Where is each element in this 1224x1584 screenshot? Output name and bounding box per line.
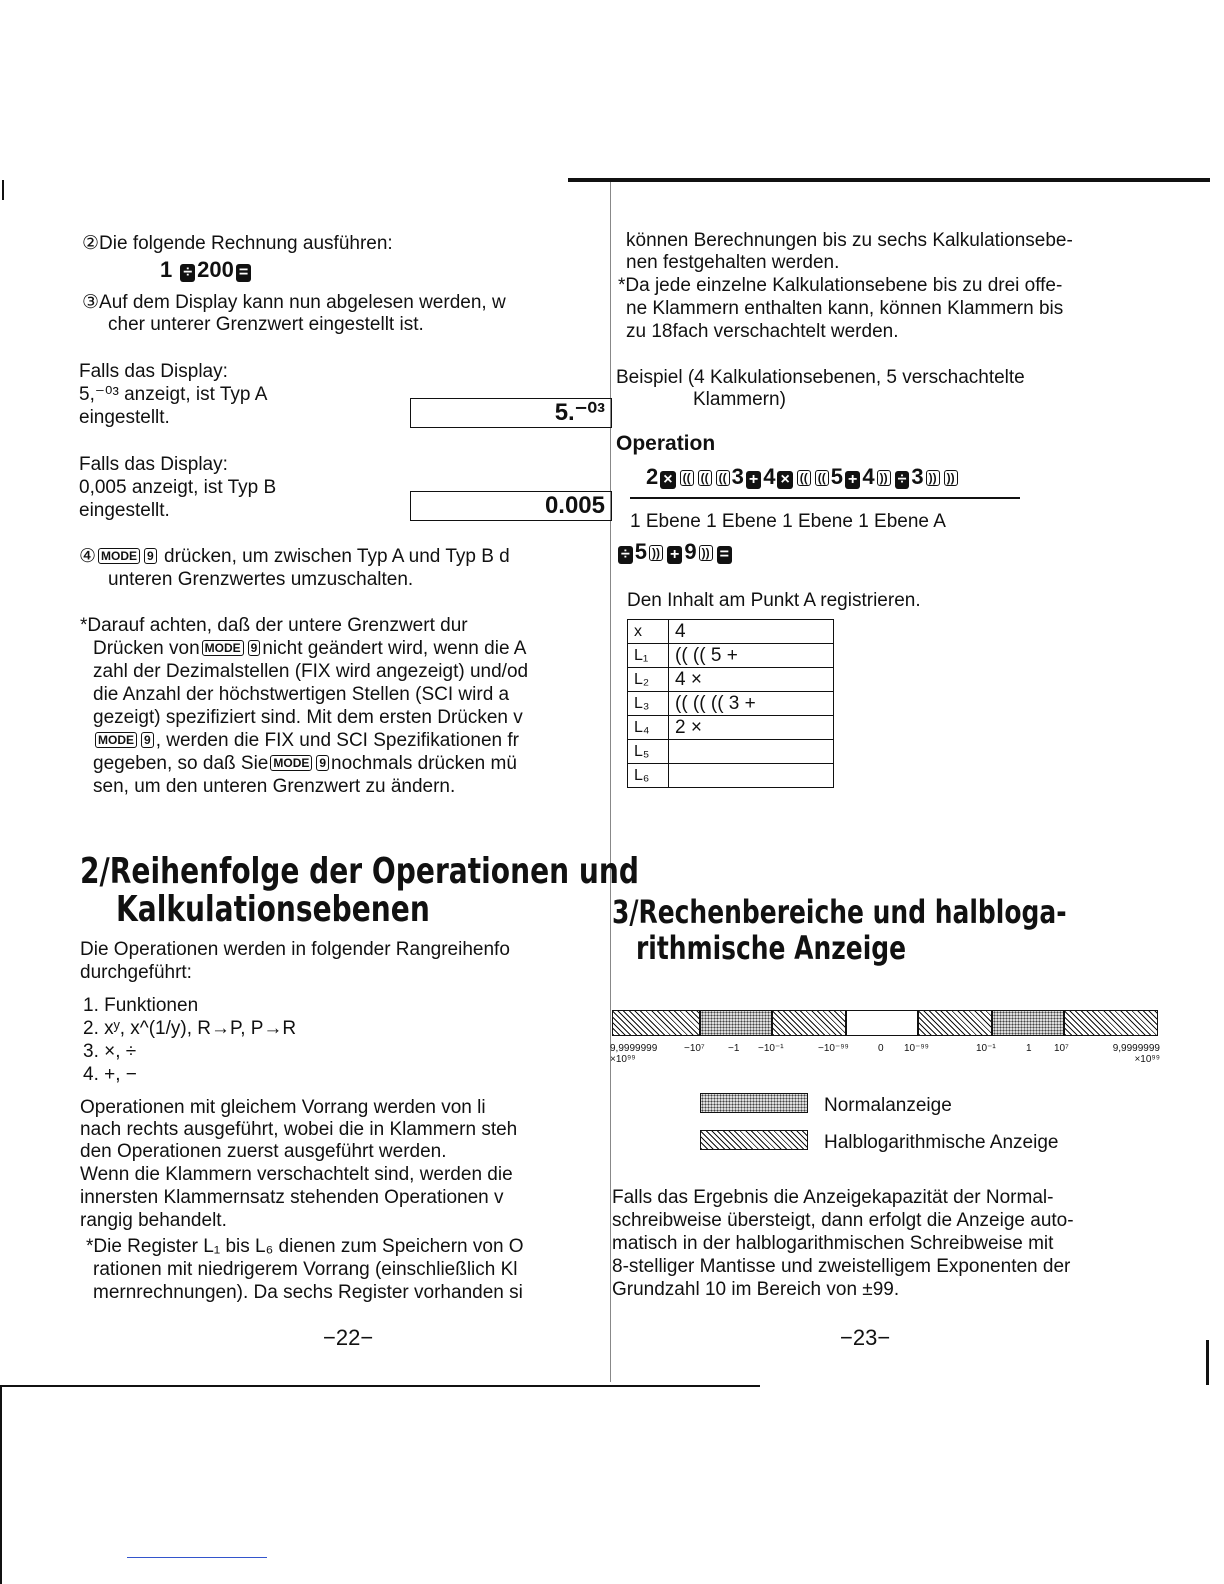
nesting-line-3: rangig behandelt. [80,1210,227,1231]
note-line-6-text: , werden die FIX und SCI Spezifikationen fr [155,730,519,751]
register-value [669,740,834,764]
operation-sequence [646,465,960,489]
type-a-line-3: eingestellt. [79,407,170,428]
table-row [628,740,834,764]
nine-key-icon: 9 [141,732,154,748]
register-label: L₆ [628,764,669,788]
example-line-1: Beispiel (4 Kalkulationsebenen, 5 verschachtelte [616,367,1025,388]
display-type-a [410,398,612,428]
section-3-heading-line-1: 3/Rechenbereiche und halbloga- [612,893,1067,931]
register-caption: Den Inhalt am Punkt A registrieren. [627,590,921,611]
operation-label: Operation [616,432,716,455]
operation-continuation [616,540,734,564]
scale-tick-label: −10⁻¹ [758,1043,784,1054]
register-label: L₂ [628,668,669,692]
scale-semilog-neg [612,1010,700,1036]
range-text-line-3: matisch in der halblogarithmischen Schreibweise mit [612,1233,1054,1254]
table-row [628,644,834,668]
mode-key-icon: MODE [202,640,244,656]
register-note-line-2: rationen mit niedrigerem Vorrang (einschließlich Kl [93,1259,518,1280]
open-paren-key-icon: (( [815,470,829,486]
step-4-marker: ④ [79,546,97,567]
order-item-3: 3. ×, ÷ [83,1041,137,1062]
type-b-line-3: eingestellt. [79,500,170,521]
scale-semilog-neg-small [772,1010,846,1036]
equals-key-icon: = [717,546,732,564]
bottom-blue-line [127,1557,267,1558]
range-text-line-1: Falls das Ergebnis die Anzeigekapazität der Normal- [612,1187,1054,1208]
close-paren-key-icon: )) [926,470,940,486]
scale-tick-label: 9,9999999 ×10⁹⁹ [1112,1043,1160,1065]
bottom-left-edge [0,1385,2,1584]
scale-tick-label: −10⁷ [684,1043,705,1054]
register-value: 4 [669,620,834,644]
step-3-line-1: ③Auf dem Display kann nun abgelesen werden, w [82,292,506,313]
equal-priority-line-2: nach rechts ausgeführt, wobei die in Klammern steh [80,1119,518,1140]
register-label: L₃ [628,692,669,716]
register-label: x [628,620,669,644]
scale-semilog-pos-small [918,1010,992,1036]
register-value: (( (( 5 + [669,644,834,668]
register-note-line-1: *Die Register L₁ bis L₆ dienen zum Speichern von O [86,1236,524,1257]
scale-tick-label: −10⁻⁹⁹ [818,1043,849,1054]
register-label: L₄ [628,716,669,740]
scale-zero-band [846,1010,918,1036]
plus-key-icon: + [667,546,682,564]
nine-key-icon: 9 [144,548,157,564]
step-3-line-2: cher unterer Grenzwert eingestellt ist. [108,314,424,335]
scale-tick-label: 10⁻⁹⁹ [904,1043,929,1054]
levels-caption: 1 Ebene 1 Ebene 1 Ebene 1 Ebene A [630,511,946,532]
left-edge-rule [2,180,4,200]
section-2-heading-line-2: Kalkulationsebenen [116,889,430,930]
op-digit: 5 [634,539,648,564]
table-row [628,764,834,788]
example-line-2: Klammern) [693,389,786,410]
note-line-3: zahl der Dezimalstellen (FIX wird angezeigt) und/od [93,661,529,682]
right-edge-mark [1206,1340,1209,1385]
order-intro-line-2: durchgeführt: [80,962,192,983]
register-label: L₅ [628,740,669,764]
scale-normal-pos [992,1010,1064,1036]
calc-1: 1 [160,257,173,282]
close-paren-key-icon: )) [649,545,663,561]
note-line-1: *Darauf achten, daß der untere Grenzwert dur [80,615,468,636]
continuation-line-3: *Da jede einzelne Kalkulationsebene bis zu drei offe- [618,275,1063,296]
close-paren-key-icon: )) [699,545,713,561]
scale-tick-label: 9,9999999 ×10⁹⁹ [610,1043,658,1065]
calc-example [160,258,253,282]
multiply-key-icon: × [777,471,792,489]
legend-semilog-swatch [700,1130,808,1150]
calc-200: 200 [197,257,234,282]
range-text-line-2: schreibweise übersteigt, dann erfolgt die Anzeige auto- [612,1210,1074,1231]
mode-key-icon: MODE [98,548,140,564]
scale-tick-label: 0 [878,1043,884,1054]
mode-key-icon: MODE [270,755,312,771]
op-digit: 3 [731,464,744,489]
range-text-line-5: Grundzahl 10 im Bereich von ±99. [612,1279,900,1300]
note-line-7a: gegeben, so daß Sie [93,753,269,774]
display-type-b-value: 0.005 [544,492,605,519]
legend-normal-label: Normalanzeige [824,1095,952,1116]
close-paren-key-icon: )) [877,470,891,486]
mode-key-icon: MODE [95,732,137,748]
step-4-line-2: unteren Grenzwertes umzuschalten. [108,569,414,590]
op-digit: 3 [911,464,924,489]
bottom-rule [0,1385,760,1387]
center-divider [610,182,611,1382]
page-number-right: −23− [840,1325,891,1350]
register-value: 2 × [669,716,834,740]
scale-tick-label: −1 [728,1043,740,1054]
order-intro-line-1: Die Operationen werden in folgender Rangreihenfo [80,939,510,960]
register-note-line-3: mernrechnungen). Da sechs Register vorhanden si [93,1282,523,1303]
type-a-line-1: Falls das Display: [79,361,228,382]
op-digit: 4 [763,464,776,489]
multiply-key-icon: × [660,471,675,489]
note-line-5: gezeigt) spezifiziert sind. Mit dem ersten Drücken v [93,707,523,728]
register-value [669,764,834,788]
op-digit: 4 [862,464,875,489]
nine-key-icon: 9 [316,755,329,771]
top-rule [568,178,1210,182]
table-row [628,692,834,716]
step-4-line-1 [79,545,510,568]
nesting-line-2: innersten Klammernsatz stehenden Operationen v [80,1187,504,1208]
order-item-1: 1. Funktionen [83,995,199,1016]
legend-semilog-label: Halblogarithmische Anzeige [824,1132,1059,1153]
divide-key-icon: ÷ [618,546,633,564]
type-b-line-1: Falls das Display: [79,454,228,475]
equals-key-icon: = [236,264,251,282]
table-row [628,620,834,644]
op-digit: 5 [830,464,844,489]
scale-normal-neg-1 [700,1010,772,1036]
legend-normal-swatch [700,1093,808,1113]
continuation-line-4: ne Klammern enthalten kann, können Klammern bis [626,298,1064,319]
register-table [627,619,834,788]
open-paren-key-icon: (( [797,470,811,486]
note-line-2a: Drücken von [93,638,200,659]
register-value: 4 × [669,668,834,692]
display-type-a-value: 5.⁻⁰³ [554,399,605,426]
page-number-left: −22− [323,1325,374,1350]
note-line-6 [93,729,519,752]
open-paren-key-icon: (( [698,470,712,486]
equal-priority-line-1: Operationen mit gleichem Vorrang werden von li [80,1097,486,1118]
note-line-2 [93,637,526,660]
note-line-8: sen, um den unteren Grenzwert zu ändern. [93,776,456,797]
continuation-line-1: können Berechnungen bis zu sechs Kalkulationsebe- [626,230,1073,251]
level-brackets [630,497,1020,499]
table-row [628,716,834,740]
scale-semilog-pos [1064,1010,1158,1036]
nine-key-icon: 9 [248,640,261,656]
continuation-line-2: nen festgehalten werden. [626,252,840,273]
divide-key-icon: ÷ [895,471,910,489]
range-text-line-4: 8-stelliger Mantisse und zweistelligem Exponenten der [612,1256,1071,1277]
op-digit: 2 [646,464,659,489]
op-digit: 9 [684,539,697,564]
open-paren-key-icon: (( [680,470,694,486]
scale-tick-label: 10⁷ [1054,1043,1069,1054]
type-b-line-2: 0,005 anzeigt, ist Typ B [79,477,277,498]
nesting-line-1: Wenn die Klammern verschachtelt sind, werden die [80,1164,513,1185]
register-label: L₁ [628,644,669,668]
display-type-b [410,491,612,521]
note-line-2b: nicht geändert wird, wenn die A [262,638,527,659]
continuation-line-5: zu 18fach verschachtelt werden. [626,321,899,342]
order-item-2: 2. xʸ, x^(1/y), R→P, P→R [83,1018,297,1039]
note-line-7b: nochmals drücken mü [331,753,517,774]
close-paren-key-icon: )) [944,470,958,486]
note-line-4: die Anzahl der höchstwertigen Stellen (SCI wird a [93,684,510,705]
type-a-line-2: 5,⁻⁰³ anzeigt, ist Typ A [79,384,268,405]
plus-key-icon: + [845,471,860,489]
order-item-4: 4. +, − [83,1064,137,1085]
section-3-heading-line-2: rithmische Anzeige [636,929,907,967]
divide-key-icon: ÷ [180,264,195,282]
open-paren-key-icon: (( [716,470,730,486]
section-2-heading-line-1: 2/Reihenfolge der Operationen und [80,851,639,892]
scale-tick-label: 1 [1026,1043,1032,1054]
plus-key-icon: + [746,471,761,489]
equal-priority-line-3: den Operationen zuerst ausgeführt werden. [80,1141,447,1162]
note-line-7 [93,752,517,775]
step-2-text: ②Die folgende Rechnung ausführen: [82,233,393,254]
scale-tick-label: 10⁻¹ [976,1043,996,1054]
table-row [628,668,834,692]
register-value: (( (( (( 3 + [669,692,834,716]
step-4-text: drücken, um zwischen Typ A und Typ B d [164,546,510,567]
